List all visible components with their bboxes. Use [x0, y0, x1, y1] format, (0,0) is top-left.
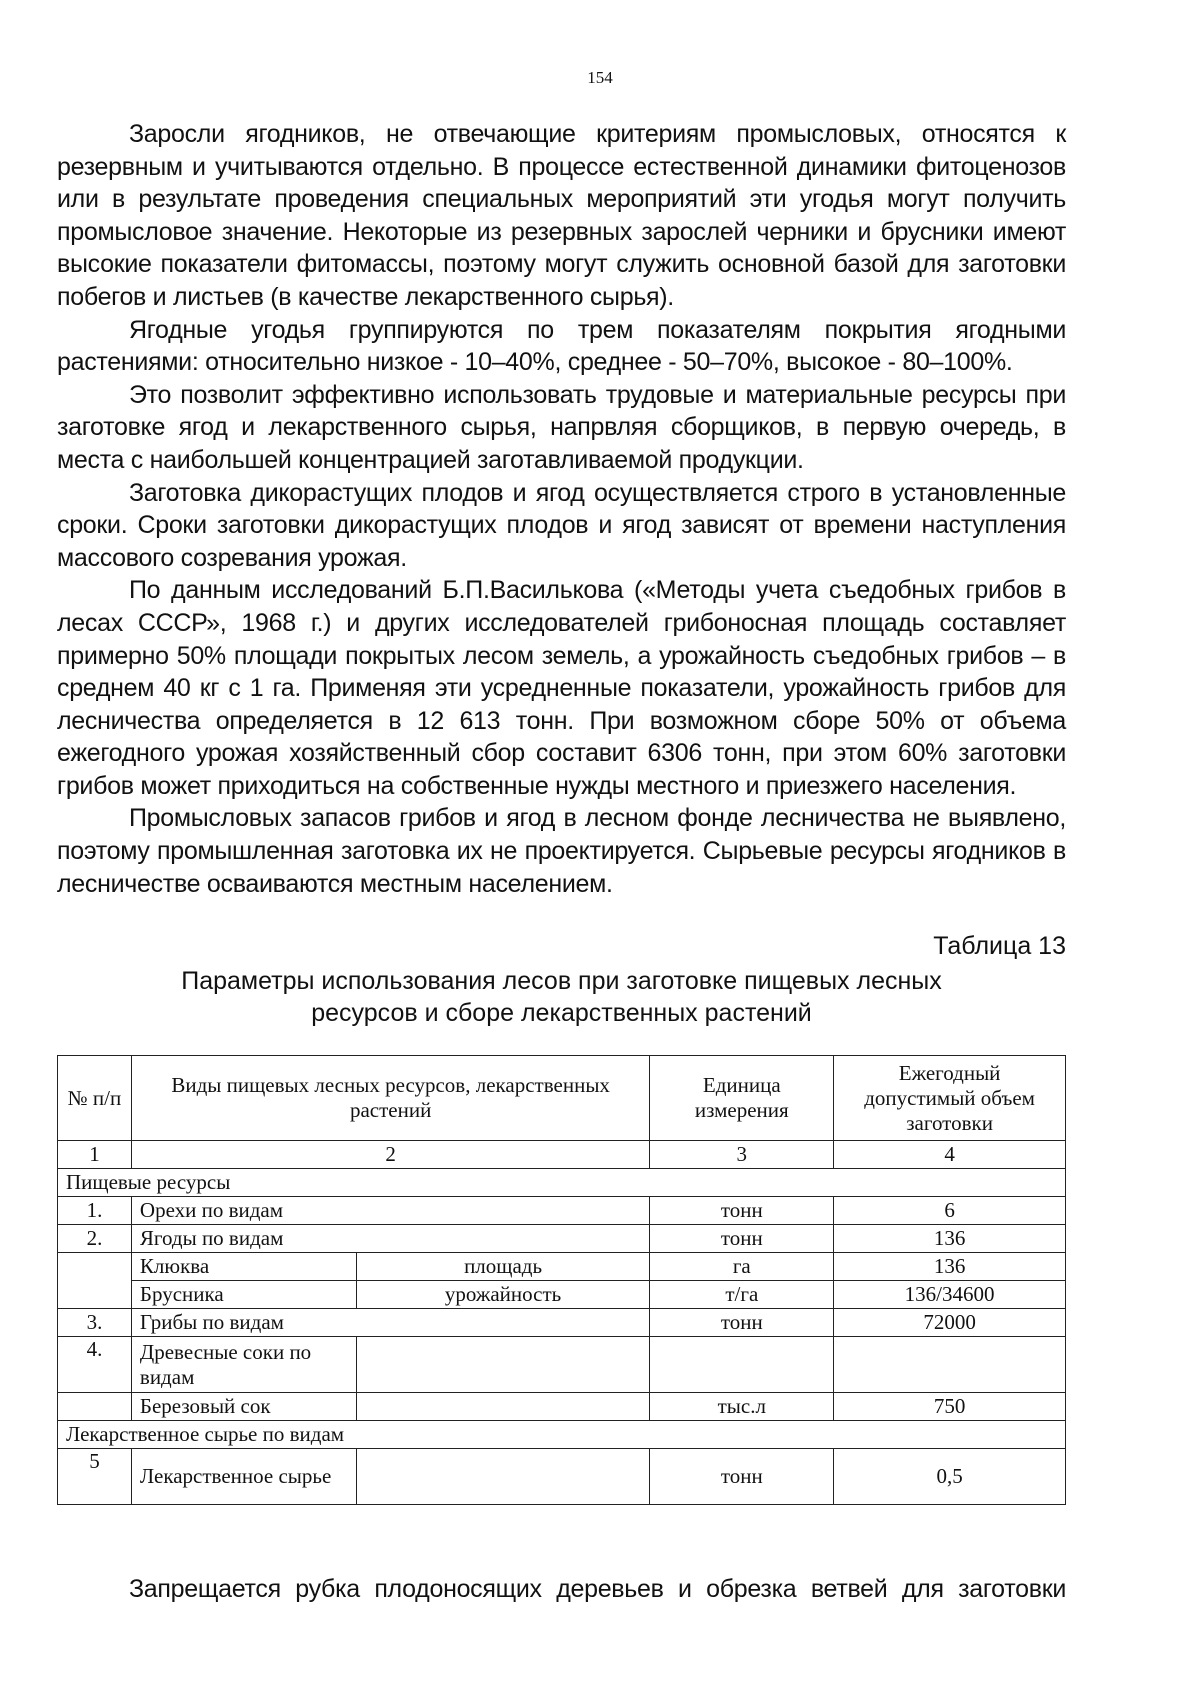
header-cell-number: № п/п	[58, 1056, 132, 1141]
table-row	[58, 1225, 1066, 1253]
volume-cell: 6	[834, 1197, 1066, 1225]
volume-cell: 136	[834, 1225, 1066, 1253]
unit-cell: тыс.л	[650, 1393, 834, 1421]
empty-cell	[356, 1393, 650, 1421]
column-number-cell: 3	[650, 1141, 834, 1169]
unit-cell: тонн	[650, 1309, 834, 1337]
table-row	[58, 1309, 1066, 1337]
unit-cell: тонн	[650, 1449, 834, 1505]
empty-cell	[356, 1449, 650, 1505]
section-row	[58, 1421, 1066, 1449]
column-number-cell: 1	[58, 1141, 132, 1169]
paragraph: Заросли ягодников, не отвечающие критериям промысловых, относятся к резервным и учитываются отдельно. В процессе естественной динамики фитоценозов или в результате проведения специальных мероприятий эти угодья могут получить промысловое значение. Некоторые из резервных зарослей черники и брусники имеют высокие показатели фитомассы, поэтому могут служить основной базой для заготовки побегов и листьев (в качестве лекарственного сырья).	[57, 120, 1066, 311]
empty-cell	[650, 1337, 834, 1393]
empty-cell	[834, 1337, 1066, 1393]
paragraph: По данным исследований Б.П.Василькова («Методы учета съедобных грибов в лесах СССР», 1968 г.) и других исследователей грибоносная площадь составляет примерно 50% площади покрытых лесом земель, а урожайность съедобных грибов – в среднем 40 кг с 1 га. Применяя эти усредненные показатели, урожайность грибов для лесничества определяется в 12 613 тонн. При возможном сборе 50% от объема ежегодного урожая хозяйственный сбор составит 6306 тонн, при этом 60% заготовки грибов может приходиться на собственные нужды местного и приезжего населения.	[57, 576, 1066, 800]
header-cell-resource-type: Виды пищевых лесных ресурсов, лекарственных растений	[131, 1056, 649, 1141]
resource-name: Грибы по видам	[131, 1309, 649, 1337]
page-number: 154	[587, 68, 613, 87]
continuation-text: Запрещается рубка плодоносящих деревьев и обрезка ветвей для заготовки	[129, 1575, 1066, 1603]
paragraph: Промысловых запасов грибов и ягод в лесном фонде лесничества не выявлено, поэтому промышленная заготовка их не проектируется. Сырьевые ресурсы ягодников в лесничестве осваиваются местным населением.	[57, 804, 1066, 898]
resource-name: Орехи по видам	[131, 1197, 649, 1225]
paragraph: Заготовка дикорастущих плодов и ягод осуществляется строго в установленные сроки. Сроки заготовки дикорастущих плодов и ягод зависят от времени наступления массового созревания урожая.	[57, 478, 1066, 572]
row-number-empty	[58, 1393, 132, 1421]
column-number-cell: 4	[834, 1141, 1066, 1169]
row-number: 3.	[58, 1309, 132, 1337]
volume-cell: 750	[834, 1393, 1066, 1421]
volume-cell: 136/34600	[834, 1281, 1066, 1309]
table-title-line: ресурсов и сборе лекарственных растений	[311, 999, 812, 1027]
parameter-cell: площадь	[356, 1253, 650, 1281]
table-title-line: Параметры использования лесов при заготовке пищевых лесных	[181, 967, 942, 995]
header-cell-unit: Единица измерения	[650, 1056, 834, 1141]
body-text	[57, 118, 1066, 900]
header-cell-volume: Ежегодный допустимый объем заготовки	[834, 1056, 1066, 1141]
parameter-cell: урожайность	[356, 1281, 650, 1309]
table-header-row	[58, 1056, 1066, 1141]
unit-cell: т/га	[650, 1281, 834, 1309]
resource-name: Древесные соки по видам	[131, 1337, 356, 1393]
row-number: 1.	[58, 1197, 132, 1225]
resource-name: Березовый сок	[131, 1393, 356, 1421]
volume-cell: 0,5	[834, 1449, 1066, 1505]
row-number-empty	[58, 1253, 132, 1309]
volume-cell: 72000	[834, 1309, 1066, 1337]
paragraph: Ягодные угодья группируются по трем показателям покрытия ягодными растениями: относительно низкое - 10–40%, среднее - 50–70%, высокое - 80–100%.	[57, 315, 1066, 377]
table-row	[58, 1281, 1066, 1309]
resource-name: Брусника	[131, 1281, 356, 1309]
unit-cell: тонн	[650, 1225, 834, 1253]
resource-name: Лекарственное сырье	[131, 1449, 356, 1505]
unit-cell: тонн	[650, 1197, 834, 1225]
section-heading: Пищевые ресурсы	[58, 1169, 1066, 1197]
empty-cell	[356, 1337, 650, 1393]
table-title	[57, 965, 1066, 1029]
column-number-row	[58, 1141, 1066, 1169]
table-row	[58, 1449, 1066, 1505]
table-row	[58, 1337, 1066, 1393]
unit-cell: га	[650, 1253, 834, 1281]
resource-name: Клюква	[131, 1253, 356, 1281]
resources-table	[57, 1055, 1066, 1505]
resource-name: Ягоды по видам	[131, 1225, 649, 1253]
paragraph: Это позволит эффективно использовать трудовые и материальные ресурсы при заготовке ягод и лекарственного сырья, напрвляя сборщиков, в первую очередь, в места с наибольшей концентрацией заготавливаемой продукции.	[57, 380, 1066, 474]
section-row	[58, 1169, 1066, 1197]
table-row	[58, 1253, 1066, 1281]
column-number-cell: 2	[131, 1141, 649, 1169]
row-number: 5	[58, 1449, 132, 1505]
row-number: 4.	[58, 1337, 132, 1393]
table-row	[58, 1197, 1066, 1225]
table-row	[58, 1393, 1066, 1421]
volume-cell: 136	[834, 1253, 1066, 1281]
section-heading: Лекарственное сырье по видам	[58, 1421, 1066, 1449]
table-label: Таблица 13	[933, 932, 1066, 960]
row-number: 2.	[58, 1225, 132, 1253]
